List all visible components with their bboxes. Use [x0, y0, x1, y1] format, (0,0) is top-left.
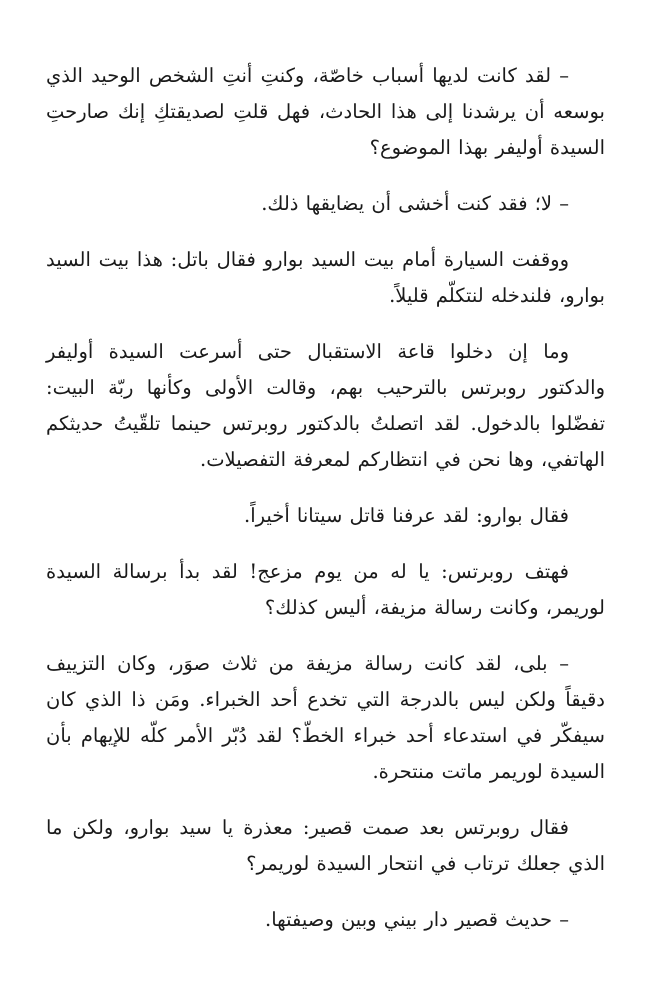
paragraph-3: ووقفت السيارة أمام بيت السيد بوارو فقال باتل: هذا بيت السيد بوارو، فلندخله لنتكلّم قليلاً. — [46, 248, 605, 307]
paragraph-9: – حديث قصير دار بيني وبين وصيفتها. — [265, 908, 569, 931]
paragraph-8: فقال روبرتس بعد صمت قصير: معذرة يا سيد بوارو، ولكن ما الذي جعلك ترتاب في انتحار السيدة لوريمر؟ — [46, 816, 605, 875]
paragraph-1: – لقد كانت لديها أسباب خاصّة، وكنتِ أنتِ الشخص الوحيد الذي بوسعه أن يرشدنا إلى هذا الحادث، فهل قلتِ لصديقتكِ إنك صارحتِ السيدة أوليفر بهذا الموضوع؟ — [46, 64, 605, 159]
paragraph-4: وما إن دخلوا قاعة الاستقبال حتى أسرعت السيدة أوليفر والدكتور روبرتس بالترحيب بهم، وقالت الأولى وكأنها ربّة البيت: تفضّلوا بالدخول. لقد اتصلتُ بالدكتور روبرتس حينما تلقّيتُ حديثكم الهاتفي، وها نحن في انتظاركم لمعرفة التفصيلات. — [46, 340, 605, 471]
paragraph-2: – لا؛ فقد كنت أخشى أن يضايقها ذلك. — [261, 192, 569, 215]
paragraph-6: فهتف روبرتس: يا له من يوم مزعج! لقد بدأ برسالة السيدة لوريمر، وكانت رسالة مزيفة، أليس كذلك؟ — [46, 560, 605, 619]
paragraph-5: فقال بوارو: لقد عرفنا قاتل سيتانا أخيراً. — [244, 504, 569, 527]
paragraph-7: – بلى، لقد كانت رسالة مزيفة من ثلاث صوَر، وكان التزييف دقيقاً ولكن ليس بالدرجة التي تخدع أحد الخبراء. ومَن ذا الذي كان سيفكّر في استدعاء أحد خبراء الخطّ؟ لقد دُبّر الأمر كلّه للإيهام بأن السيدة لوريمر ماتت منتحرة. — [46, 652, 605, 783]
